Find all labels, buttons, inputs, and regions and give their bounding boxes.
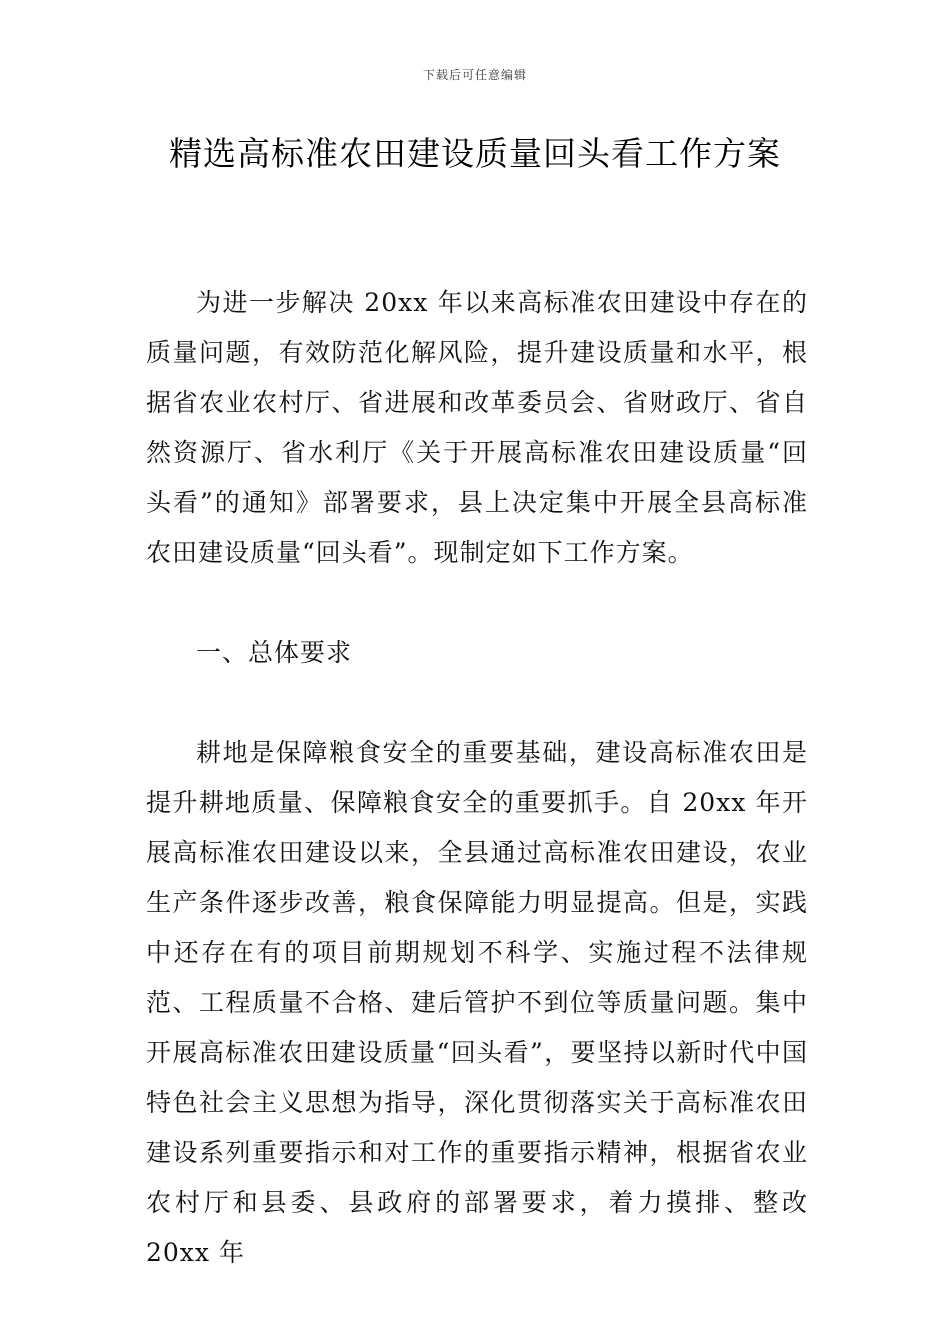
document-body: [146, 278, 808, 1278]
body-paragraph: 耕地是保障粮食安全的重要基础，建设高标准农田是提升耕地质量、保障粮食安全的重要抓手。自 20xx 年开展高标准农田建设以来，全县通过高标准农田建设，农业生产条件逐步改善，粮食保障能力明显提高。但是，实践中还存在有的项目前期规划不科学、实施过程不法律规范、工程质量不合格、建后管护不到位等质量问题。集中开展高标准农田建设质量“回头看”，要坚持以新时代中国特色社会主义思想为指导，深化贯彻落实关于高标准农田建设系列重要指示和对工作的重要指示精神，根据省农业农村厅和县委、县政府的部署要求，着力摸排、整改 20xx 年: [146, 738, 808, 1267]
section-heading: 一、总体要求: [196, 638, 353, 667]
header-note: 下载后可任意编辑: [422, 68, 527, 82]
intro-paragraph: 为进一步解决 20xx 年以来高标准农田建设中存在的质量问题，有效防范化解风险，提升建设质量和水平，根据省农业农村厅、省进展和改革委员会、省财政厅、省自然资源厅、省水利厅《关于开展高标准农田建设质量“回头看”的通知》部署要求，县上决定集中开展全县高标准农田建设质量“回头看”。现制定如下工作方案。: [146, 288, 808, 567]
document-title: 精选高标准农田建设质量回头看工作方案: [169, 134, 781, 173]
